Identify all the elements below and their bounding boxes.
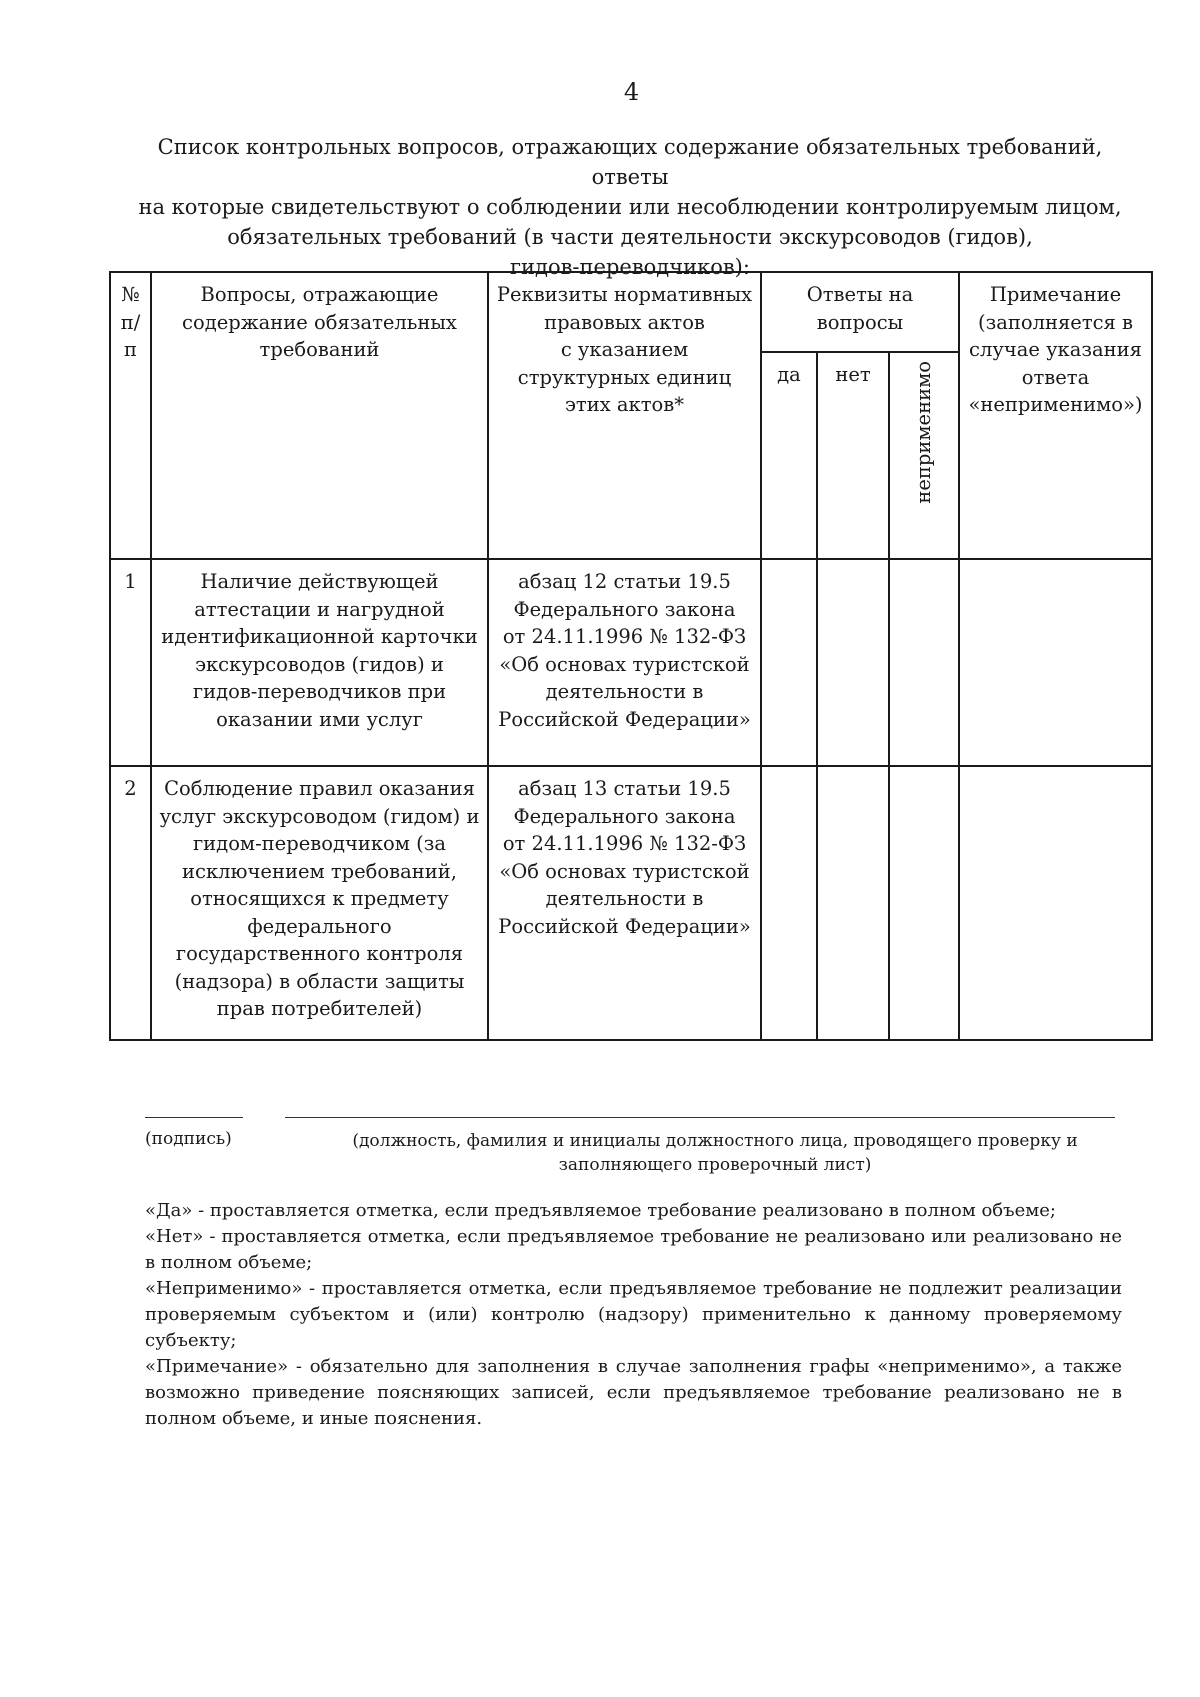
note-no: «Нет» - проставляется отметка, если предъявляемое требование не реализовано или реализовано не в полном объеме; — [145, 1226, 1122, 1273]
header-answers: Ответы на вопросы — [761, 272, 959, 352]
checklist-table — [109, 271, 1153, 1041]
header-requisites: Реквизиты нормативных правовых актов с указанием структурных единиц этих актов* — [488, 272, 761, 559]
row-number: 1 — [110, 559, 151, 766]
row-requisites: абзац 12 статьи 19.5 Федерального закона от 24.11.1996 № 132-ФЗ «Об основах туристской деятельности в Российской Федерации» — [488, 559, 761, 766]
note-remark: «Примечание» - обязательно для заполнения в случае заполнения графы «неприменимо», а также возможно приведение поясняющих записей, если предъявляемое требование реализовано не в полном объеме, и иные пояснения. — [145, 1356, 1122, 1429]
heading-line: на которые свидетельствуют о соблюдении или несоблюдении контролируемым лицом, — [138, 195, 1122, 219]
table-header-row — [110, 272, 1152, 352]
document-heading — [120, 132, 1140, 282]
row-requisites: абзац 13 статьи 19.5 Федерального закона от 24.11.1996 № 132-ФЗ «Об основах туристской деятельности в Российской Федерации» — [488, 766, 761, 1040]
note-cell[interactable] — [959, 766, 1152, 1040]
header-question: Вопросы, отражающие содержание обязательных требований — [151, 272, 488, 559]
answer-not-applicable-cell[interactable] — [889, 559, 959, 766]
heading-line: Список контрольных вопросов, отражающих содержание обязательных требований, ответы — [157, 135, 1103, 189]
header-number: № п/ п — [110, 272, 151, 559]
note-not-applicable: «Неприменимо» - проставляется отметка, если предъявляемое требование не подлежит реализации проверяемым субъектом и (или) контролю (надзору) применительно к данному проверяемому субъекту; — [145, 1278, 1122, 1351]
signature-label: (подпись) — [145, 1129, 232, 1149]
official-name-line[interactable] — [285, 1117, 1115, 1118]
table-row — [110, 766, 1152, 1040]
official-caption: (должность, фамилия и инициалы должностного лица, проводящего проверку и заполняющего проверочный лист) — [352, 1131, 1078, 1175]
answer-yes-cell[interactable] — [761, 766, 817, 1040]
answer-no-cell[interactable] — [817, 766, 889, 1040]
header-no: нет — [817, 352, 889, 559]
row-question: Соблюдение правил оказания услуг экскурсоводом (гидом) и гидом-переводчиком (за исключением требований, относящихся к предмету федерального государственного контроля (надзора) в области защиты прав потребителей) — [151, 766, 488, 1040]
row-question: Наличие действующей аттестации и нагрудной идентификационной карточки экскурсоводов (гидов) и гидов-переводчиков при оказании ими услуг — [151, 559, 488, 766]
header-note: Примечание (заполняется в случае указания ответа «неприменимо») — [959, 272, 1152, 559]
page-number: 4 — [623, 78, 640, 106]
header-not-applicable — [889, 352, 959, 559]
notes-section — [145, 1198, 1122, 1432]
row-number: 2 — [110, 766, 151, 1040]
heading-line: обязательных требований (в части деятельности экскурсоводов (гидов), — [227, 225, 1033, 249]
note-cell[interactable] — [959, 559, 1152, 766]
table-row — [110, 559, 1152, 766]
signature-line[interactable] — [145, 1117, 243, 1118]
answer-yes-cell[interactable] — [761, 559, 817, 766]
header-yes: да — [761, 352, 817, 559]
note-yes: «Да» - проставляется отметка, если предъявляемое требование реализовано в полном объеме; — [145, 1200, 1056, 1221]
answer-not-applicable-cell[interactable] — [889, 766, 959, 1040]
heading-line: гидов-переводчиков): — [510, 255, 750, 279]
answer-no-cell[interactable] — [817, 559, 889, 766]
header-not-applicable-label: неприменимо — [912, 361, 936, 504]
